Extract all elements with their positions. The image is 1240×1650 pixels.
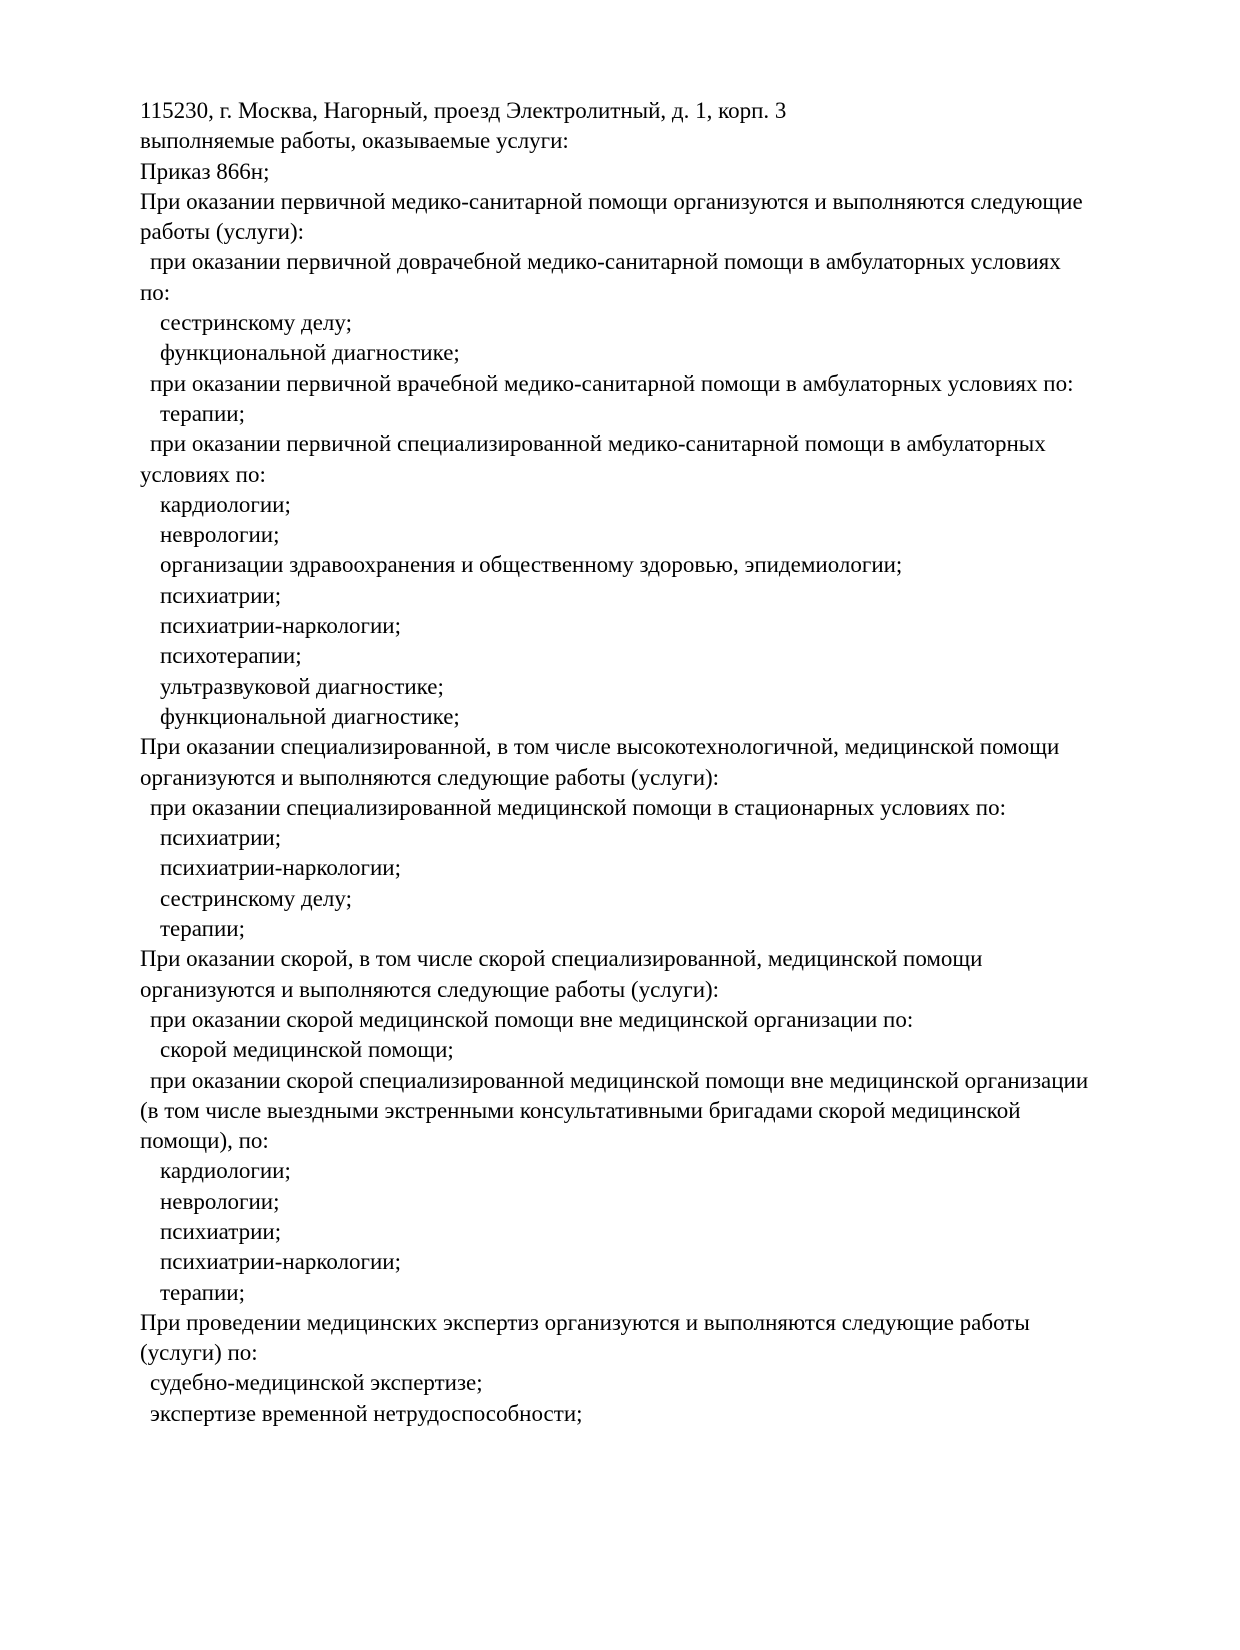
text-line: скорой медицинской помощи; xyxy=(160,1037,454,1063)
text-line: кардиологии; xyxy=(160,491,291,517)
text-line: (в том числе выездными экстренными консультативными бригадами скорой медицинской xyxy=(140,1097,1021,1123)
text-line: терапии; xyxy=(160,400,245,426)
text-line: выполняемые работы, оказываемые услуги: xyxy=(140,128,569,154)
text-line: функциональной диагностике; xyxy=(160,703,460,729)
text-line: При проведении медицинских экспертиз организуются и выполняются следующие работы xyxy=(140,1309,1030,1335)
text-line: организации здравоохранения и общественному здоровью, эпидемиологии; xyxy=(160,552,903,578)
text-line: ультразвуковой диагностике; xyxy=(160,673,444,699)
text-line: психиатрии; xyxy=(160,825,282,851)
text-line: При оказании первичной медико-санитарной помощи организуются и выполняются следующие xyxy=(140,188,1083,214)
text-line: (услуги) по: xyxy=(140,1340,258,1366)
text-line: организуются и выполняются следующие работы (услуги): xyxy=(140,764,720,790)
text-line: терапии; xyxy=(160,1279,245,1305)
text-line: 115230, г. Москва, Нагорный, проезд Электролитный, д. 1, корп. 3 xyxy=(140,98,787,123)
text-line: работы (услуги): xyxy=(140,219,304,245)
text-line: психиатрии-наркологии; xyxy=(160,1249,401,1275)
text-line: условиях по: xyxy=(140,461,266,487)
text-line: психотерапии; xyxy=(160,643,302,669)
text-line: При оказании скорой, в том числе скорой специализированной, медицинской помощи xyxy=(140,946,983,972)
text-line: сестринскому делу; xyxy=(160,885,352,911)
text-line: при оказании скорой медицинской помощи вне медицинской организации по: xyxy=(150,1006,914,1032)
text-line: по: xyxy=(140,279,171,305)
text-line: при оказании первичной доврачебной медико-санитарной помощи в амбулаторных условиях xyxy=(150,249,1061,275)
text-line: помощи), по: xyxy=(140,1128,269,1154)
text-line: неврологии; xyxy=(160,1188,280,1214)
text-line: психиатрии-наркологии; xyxy=(160,855,401,881)
text-line: Приказ 866н; xyxy=(140,158,270,184)
text-line: психиатрии; xyxy=(160,1218,282,1244)
text-line: экспертизе временной нетрудоспособности; xyxy=(150,1400,583,1426)
text-line: при оказании первичной врачебной медико-санитарной помощи в амбулаторных условиях по: xyxy=(150,370,1074,396)
text-line: кардиологии; xyxy=(160,1158,291,1184)
text-line: терапии; xyxy=(160,916,245,942)
text-line: психиатрии-наркологии; xyxy=(160,613,401,639)
text-line: при оказании первичной специализированной медико-санитарной помощи в амбулаторных xyxy=(150,431,1046,457)
text-line: функциональной диагностике; xyxy=(160,340,460,366)
license-services-text xyxy=(140,96,1160,1429)
text-line: при оказании специализированной медицинской помощи в стационарных условиях по: xyxy=(150,794,1006,820)
text-line: психиатрии; xyxy=(160,582,282,608)
text-line: организуются и выполняются следующие работы (услуги): xyxy=(140,976,720,1002)
text-line: судебно-медицинской экспертизе; xyxy=(150,1370,483,1396)
text-line: неврологии; xyxy=(160,522,280,548)
text-line: При оказании специализированной, в том числе высокотехнологичной, медицинской помощи xyxy=(140,734,1060,760)
text-line: сестринскому делу; xyxy=(160,310,352,336)
text-line: при оказании скорой специализированной медицинской помощи вне медицинской организации xyxy=(150,1067,1089,1093)
